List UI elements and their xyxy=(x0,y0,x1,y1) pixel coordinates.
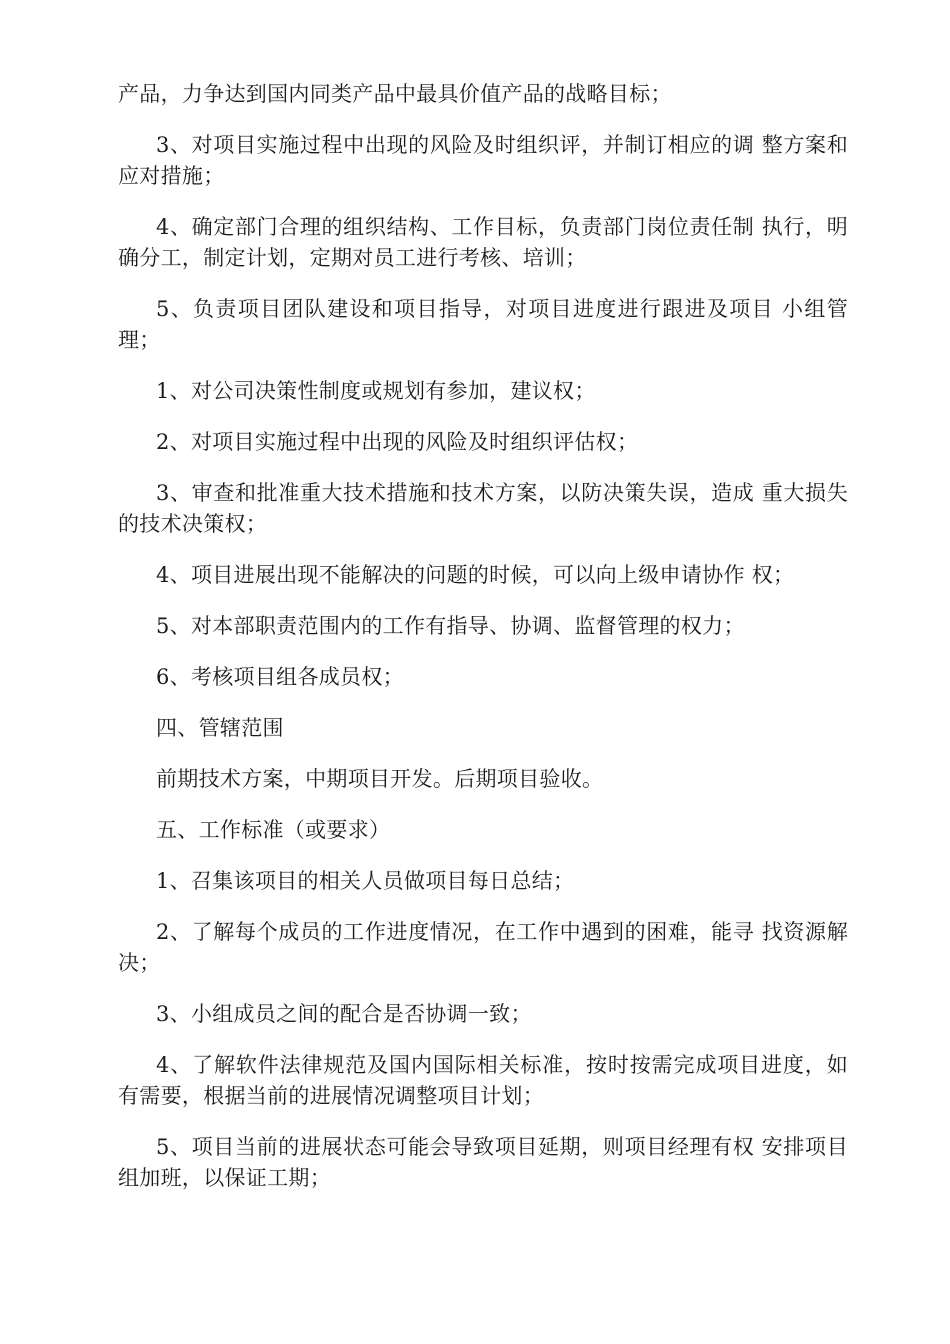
paragraph-continuation: 产品，力争达到国内同类产品中最具价值产品的战略目标； xyxy=(118,82,672,106)
section-heading-scope: 四、管辖范围 xyxy=(156,716,284,740)
paragraph-right-4: 4、项目进展出现不能解决的问题的时候，可以向上级申请协作 权； xyxy=(156,563,795,587)
paragraph-right-3: 3、审查和批准重大技术措施和技术方案，以防决策失误，造成 重大损失的技术决策权； xyxy=(118,481,848,536)
paragraph-standard-4: 4、了解软件法律规范及国内国际相关标准，按时按需完成项目进度，如有需要，根据当前的进展情况调整项目计划； xyxy=(118,1053,848,1108)
paragraph-right-5: 5、对本部职责范围内的工作有指导、协调、监督管理的权力； xyxy=(156,614,745,638)
document-body xyxy=(118,79,848,1214)
paragraph-right-1: 1、对公司决策性制度或规划有参加，建议权； xyxy=(156,379,596,403)
paragraph-duty-5: 5、负责项目团队建设和项目指导，对项目进度进行跟进及项目 小组管理； xyxy=(118,297,848,352)
paragraph-right-2: 2、对项目实施过程中出现的风险及时组织评估权； xyxy=(156,430,639,454)
paragraph-duty-4: 4、确定部门合理的组织结构、工作目标，负责部门岗位责任制 执行，明确分工，制定计划，定期对员工进行考核、培训； xyxy=(118,215,848,270)
paragraph-right-6: 6、考核项目组各成员权； xyxy=(156,665,404,689)
paragraph-standard-5: 5、项目当前的进展状态可能会导致项目延期，则项目经理有权 安排项目组加班，以保证工期； xyxy=(118,1135,848,1190)
paragraph-standard-1: 1、召集该项目的相关人员做项目每日总结； xyxy=(156,869,575,893)
section-heading-standards: 五、工作标准（或要求） xyxy=(156,818,391,842)
paragraph-scope: 前期技术方案，中期项目开发。后期项目验收。 xyxy=(156,767,604,791)
paragraph-standard-3: 3、小组成员之间的配合是否协调一致； xyxy=(156,1002,532,1026)
paragraph-duty-3: 3、对项目实施过程中出现的风险及时组织评，并制订相应的调 整方案和应对措施； xyxy=(118,133,848,188)
paragraph-standard-2: 2、了解每个成员的工作进度情况，在工作中遇到的困难，能寻 找资源解决； xyxy=(118,920,848,975)
